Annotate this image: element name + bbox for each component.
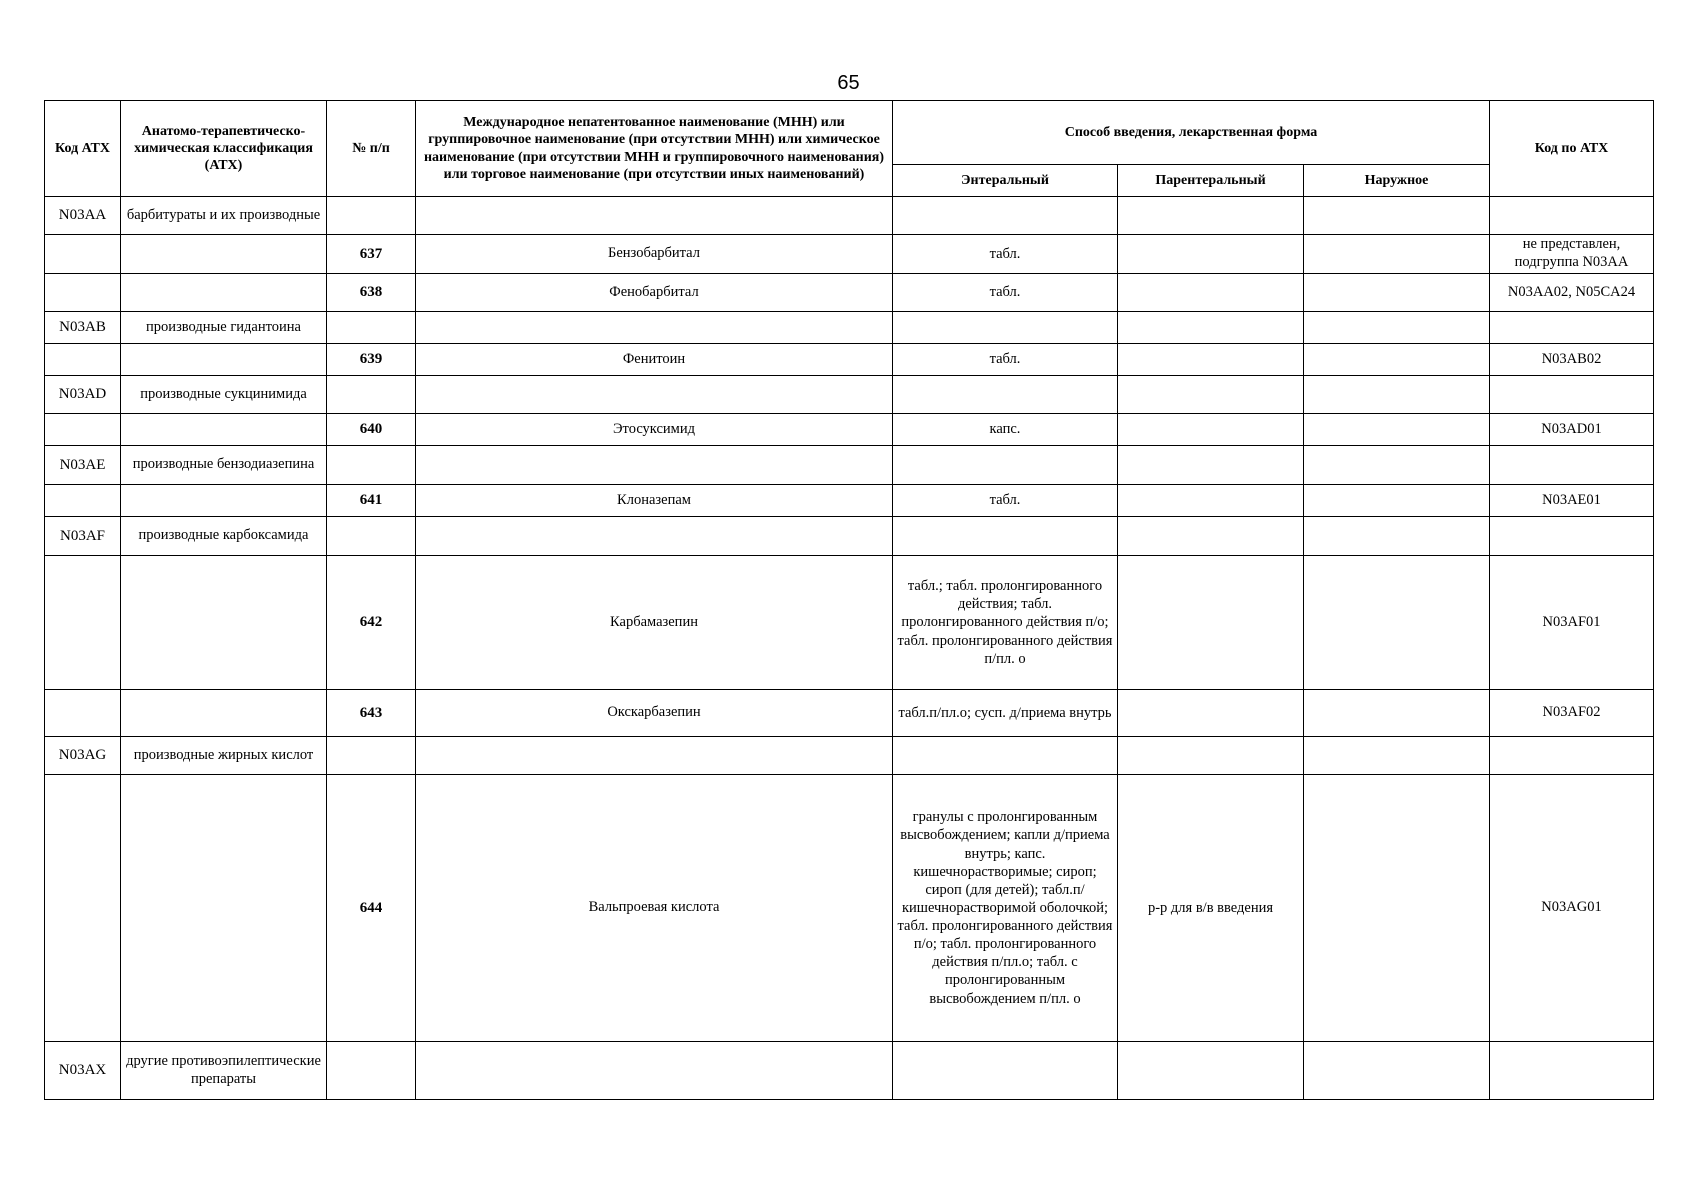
row-parenteral-form bbox=[1118, 1042, 1304, 1100]
row-classification bbox=[121, 414, 327, 446]
row-classification: производные гидантоина bbox=[121, 312, 327, 344]
row-code-atx bbox=[45, 274, 121, 312]
header-code-atx: Код АТХ bbox=[45, 101, 121, 197]
row-atx-code bbox=[1490, 197, 1654, 235]
row-classification: производные сукцинимида bbox=[121, 376, 327, 414]
row-number: 641 bbox=[327, 485, 416, 517]
header-classification: Анатомо-терапевтическо-химическая классификация (АТХ) bbox=[121, 101, 327, 197]
row-parenteral-form bbox=[1118, 556, 1304, 690]
row-atx-code: N03AG01 bbox=[1490, 775, 1654, 1042]
table-row bbox=[45, 690, 1654, 737]
table-row bbox=[45, 235, 1654, 274]
header-route-group: Способ введения, лекарственная форма bbox=[893, 101, 1490, 165]
row-code-atx bbox=[45, 775, 121, 1042]
row-external-form bbox=[1304, 414, 1490, 446]
row-external-form bbox=[1304, 690, 1490, 737]
table-row bbox=[45, 344, 1654, 376]
row-drug-name bbox=[416, 517, 893, 556]
row-external-form bbox=[1304, 197, 1490, 235]
row-number: 640 bbox=[327, 414, 416, 446]
row-enteral-form: капс. bbox=[893, 414, 1118, 446]
row-enteral-form: табл. bbox=[893, 344, 1118, 376]
row-classification: производные карбоксамида bbox=[121, 517, 327, 556]
row-external-form bbox=[1304, 1042, 1490, 1100]
row-code-atx: N03AF bbox=[45, 517, 121, 556]
row-classification: производные жирных кислот bbox=[121, 737, 327, 775]
row-enteral-form bbox=[893, 1042, 1118, 1100]
row-drug-name: Окскарбазепин bbox=[416, 690, 893, 737]
row-number bbox=[327, 517, 416, 556]
row-number bbox=[327, 197, 416, 235]
row-code-atx: N03AB bbox=[45, 312, 121, 344]
table-row bbox=[45, 274, 1654, 312]
row-enteral-form: табл. bbox=[893, 485, 1118, 517]
row-classification: другие противоэпилептические препараты bbox=[121, 1042, 327, 1100]
row-atx-code bbox=[1490, 312, 1654, 344]
table-row bbox=[45, 414, 1654, 446]
row-drug-name: Этосуксимид bbox=[416, 414, 893, 446]
row-code-atx bbox=[45, 690, 121, 737]
row-atx-code: не представлен, подгруппа N03AA bbox=[1490, 235, 1654, 274]
row-drug-name bbox=[416, 197, 893, 235]
row-drug-name bbox=[416, 446, 893, 485]
row-drug-name: Фенобарбитал bbox=[416, 274, 893, 312]
row-enteral-form: табл.п/пл.о; сусп. д/приема внутрь bbox=[893, 690, 1118, 737]
row-parenteral-form: р-р для в/в введения bbox=[1118, 775, 1304, 1042]
row-number bbox=[327, 312, 416, 344]
row-classification bbox=[121, 485, 327, 517]
page-number: 65 bbox=[837, 72, 860, 94]
row-code-atx: N03AA bbox=[45, 197, 121, 235]
table-row bbox=[45, 376, 1654, 414]
row-external-form bbox=[1304, 376, 1490, 414]
row-drug-name bbox=[416, 312, 893, 344]
table-row bbox=[45, 446, 1654, 485]
row-parenteral-form bbox=[1118, 197, 1304, 235]
row-drug-name: Карбамазепин bbox=[416, 556, 893, 690]
row-number bbox=[327, 446, 416, 485]
row-atx-code: N03AF01 bbox=[1490, 556, 1654, 690]
row-atx-code bbox=[1490, 1042, 1654, 1100]
row-code-atx: N03AD bbox=[45, 376, 121, 414]
row-parenteral-form bbox=[1118, 446, 1304, 485]
row-external-form bbox=[1304, 485, 1490, 517]
row-atx-code bbox=[1490, 737, 1654, 775]
row-enteral-form bbox=[893, 197, 1118, 235]
row-drug-name bbox=[416, 737, 893, 775]
header-name: Международное непатентованное наименование (МНН) или группировочное наименование (при отсутствии МНН) или химическое наименование (при отсутствии МНН и группировочного наименования) или торговое наименование (при отсутствии иных наименований) bbox=[416, 101, 893, 197]
row-classification bbox=[121, 344, 327, 376]
row-atx-code: N03AA02, N05CA24 bbox=[1490, 274, 1654, 312]
row-drug-name: Клоназепам bbox=[416, 485, 893, 517]
row-atx-code bbox=[1490, 376, 1654, 414]
header-atx-code: Код по АТХ bbox=[1490, 101, 1654, 197]
row-classification bbox=[121, 235, 327, 274]
row-code-atx: N03AE bbox=[45, 446, 121, 485]
row-number: 643 bbox=[327, 690, 416, 737]
row-enteral-form: табл. bbox=[893, 274, 1118, 312]
row-atx-code: N03AE01 bbox=[1490, 485, 1654, 517]
row-code-atx bbox=[45, 556, 121, 690]
table-row bbox=[45, 312, 1654, 344]
table-row bbox=[45, 556, 1654, 690]
row-external-form bbox=[1304, 775, 1490, 1042]
header-number: № п/п bbox=[327, 101, 416, 197]
header-enteral: Энтеральный bbox=[893, 165, 1118, 197]
row-parenteral-form bbox=[1118, 517, 1304, 556]
row-classification bbox=[121, 274, 327, 312]
row-code-atx: N03AX bbox=[45, 1042, 121, 1100]
row-classification bbox=[121, 690, 327, 737]
row-number: 638 bbox=[327, 274, 416, 312]
row-parenteral-form bbox=[1118, 376, 1304, 414]
row-enteral-form bbox=[893, 312, 1118, 344]
row-enteral-form bbox=[893, 446, 1118, 485]
row-parenteral-form bbox=[1118, 690, 1304, 737]
row-atx-code: N03AB02 bbox=[1490, 344, 1654, 376]
row-code-atx bbox=[45, 485, 121, 517]
row-external-form bbox=[1304, 446, 1490, 485]
row-enteral-form bbox=[893, 517, 1118, 556]
row-parenteral-form bbox=[1118, 312, 1304, 344]
row-number: 644 bbox=[327, 775, 416, 1042]
row-parenteral-form bbox=[1118, 235, 1304, 274]
row-number: 642 bbox=[327, 556, 416, 690]
row-external-form bbox=[1304, 556, 1490, 690]
row-enteral-form bbox=[893, 737, 1118, 775]
row-parenteral-form bbox=[1118, 485, 1304, 517]
row-number bbox=[327, 376, 416, 414]
table-row bbox=[45, 737, 1654, 775]
row-code-atx bbox=[45, 344, 121, 376]
row-external-form bbox=[1304, 344, 1490, 376]
row-enteral-form: гранулы с пролонгированным высвобождением; капли д/приема внутрь; капс. кишечнорастворимые; сироп; сироп (для детей); табл.п/кишечнорастворимой оболочкой; табл. пролонгированного действия п/о; табл. пролонгированного действия п/пл.о; табл. с пролонгированным высвобождением п/пл. о bbox=[893, 775, 1118, 1042]
row-external-form bbox=[1304, 517, 1490, 556]
row-number bbox=[327, 1042, 416, 1100]
header-parenteral: Парентеральный bbox=[1118, 165, 1304, 197]
atx-drug-table bbox=[44, 100, 1654, 1100]
row-number: 637 bbox=[327, 235, 416, 274]
row-number bbox=[327, 737, 416, 775]
row-parenteral-form bbox=[1118, 344, 1304, 376]
row-drug-name: Вальпроевая кислота bbox=[416, 775, 893, 1042]
row-number: 639 bbox=[327, 344, 416, 376]
row-atx-code: N03AF02 bbox=[1490, 690, 1654, 737]
row-classification: производные бензодиазепина bbox=[121, 446, 327, 485]
row-code-atx bbox=[45, 235, 121, 274]
row-classification bbox=[121, 556, 327, 690]
table-row bbox=[45, 1042, 1654, 1100]
row-classification bbox=[121, 775, 327, 1042]
row-code-atx bbox=[45, 414, 121, 446]
row-atx-code bbox=[1490, 446, 1654, 485]
row-enteral-form bbox=[893, 376, 1118, 414]
row-classification: барбитураты и их производные bbox=[121, 197, 327, 235]
row-external-form bbox=[1304, 312, 1490, 344]
row-external-form bbox=[1304, 235, 1490, 274]
table-row bbox=[45, 517, 1654, 556]
table-row bbox=[45, 485, 1654, 517]
table-row bbox=[45, 197, 1654, 235]
row-atx-code: N03AD01 bbox=[1490, 414, 1654, 446]
row-atx-code bbox=[1490, 517, 1654, 556]
header-external: Наружное bbox=[1304, 165, 1490, 197]
row-enteral-form: табл.; табл. пролонгированного действия; табл. пролонгированного действия п/о; табл. пролонгированного действия п/пл. о bbox=[893, 556, 1118, 690]
row-external-form bbox=[1304, 737, 1490, 775]
row-external-form bbox=[1304, 274, 1490, 312]
row-drug-name bbox=[416, 1042, 893, 1100]
row-drug-name: Бензобарбитал bbox=[416, 235, 893, 274]
row-parenteral-form bbox=[1118, 414, 1304, 446]
row-drug-name bbox=[416, 376, 893, 414]
row-parenteral-form bbox=[1118, 737, 1304, 775]
table-row bbox=[45, 775, 1654, 1042]
row-drug-name: Фенитоин bbox=[416, 344, 893, 376]
row-parenteral-form bbox=[1118, 274, 1304, 312]
row-enteral-form: табл. bbox=[893, 235, 1118, 274]
row-code-atx: N03AG bbox=[45, 737, 121, 775]
